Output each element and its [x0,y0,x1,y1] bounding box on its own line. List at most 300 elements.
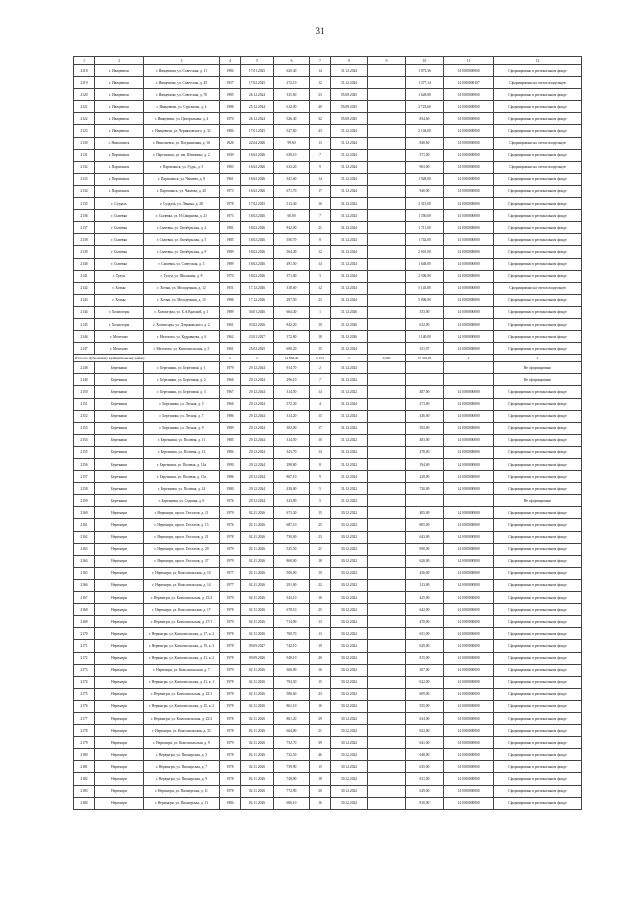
column-header-12: 12 [494,57,582,65]
empty-cell [368,652,406,664]
date-cell: 23.01.2027 [241,331,274,343]
apartments-cell: 13 [310,137,331,149]
empty-cell [368,737,406,749]
settlement-cell: Березники [95,495,144,507]
date-cell: 18.02.2026 [241,270,274,282]
subtotal-c4-cell: x [220,355,241,362]
account-code-cell: 14 1000000000 [444,173,494,185]
area-cell: 678,10 [274,604,310,616]
year-cell: 1979 [220,555,241,567]
amount-cell: 2 001,00 [406,246,444,258]
year-cell: 1979 [220,592,241,604]
area-cell: 700,70 [274,628,310,640]
row-number-cell: 2119 [74,77,95,89]
date-cell: 16.02.2026 [241,149,274,161]
settlement-cell: Березники [95,446,144,458]
empty-cell [368,294,406,306]
date-cell: 02.11.2026 [241,567,274,579]
deadline-cell: 31.12.2024 [331,161,368,173]
amount-cell: 470,00 [406,616,444,628]
apartments-cell: 7 [310,210,331,222]
address-cell: г. Нерюнгри, ул. Комсомольская, д. 17 [144,604,220,616]
apartments-cell: 23 [310,89,331,101]
apartments-cell: 14 [310,446,331,458]
area-cell: 612,00 [274,101,310,113]
account-code-cell: 14 1000000000 [444,398,494,410]
address-cell: г. Березники, ул. Садовая, д. 6 [144,495,220,507]
apartments-cell: 43 [310,125,331,137]
address-cell: г. Березники, ул. Лесная, д. 5 [144,398,220,410]
fund-type-cell: Сформировано в региональном фонде [494,592,582,604]
empty-cell [368,628,406,640]
date-cell: 02.11.2026 [241,543,274,555]
apartments-cell: 1 [310,306,331,318]
settlement-cell: Березники [95,434,144,446]
settlement-cell: Березники [95,362,144,374]
table-row [74,567,582,579]
table-row [74,89,582,101]
date-cell: 29.12.2024 [241,495,274,507]
row-number-cell: 2152 [74,410,95,422]
account-code-cell: 14 1000000000 [444,410,494,422]
area-cell: 525,50 [274,543,310,555]
year-cell: 1973 [220,185,241,197]
table-body [74,65,582,810]
settlement-cell: Нерюнгри [95,507,144,519]
fund-type-cell: Сформировано в региональном фонде [494,113,582,125]
settlement-cell: Нерюнгри [95,592,144,604]
deadline-cell: 05.08.2025 [331,89,368,101]
deadline-cell: 30.12.2022 [331,797,368,809]
area-cell: 861,10 [274,700,310,712]
account-code-cell: 14 1000000000 [444,664,494,676]
date-cell: 02.11.2026 [241,700,274,712]
apartments-cell: 43 [310,688,331,700]
amount-cell [406,362,444,374]
deadline-cell: 30.12.2022 [331,725,368,737]
year-cell: 1951 [220,282,241,294]
address-cell: г. Партизанск, ул. им. Шевченко, д. 2 [144,149,220,161]
apartments-cell: 21 [310,543,331,555]
table-row [74,77,582,89]
date-cell: 29.12.2024 [241,410,274,422]
address-cell: г. Ивацевичи, ул. Центральная, д. 4 [144,113,220,125]
settlement-cell: г. Холмогоры [95,318,144,330]
date-cell: 02.11.2026 [241,519,274,531]
empty-cell [368,555,406,567]
year-cell: 1984 [220,65,241,77]
year-cell: 1976 [220,519,241,531]
table-row [74,294,582,306]
year-cell: 1976 [220,495,241,507]
fund-type-cell: Сформировано в региональном фонде [494,471,582,483]
year-cell: 1989 [220,258,241,270]
settlement-cell: Нерюнгри [95,664,144,676]
table-row [74,700,582,712]
settlement-cell: г. Сычевка [95,234,144,246]
account-code-cell: 14 1000000000 [444,761,494,773]
settlement-cell: Березники [95,483,144,495]
empty-cell [368,398,406,410]
apartments-cell: 18 [310,331,331,343]
empty-cell [368,270,406,282]
year-cell: 1949 [220,149,241,161]
year-cell: 1978 [220,761,241,773]
apartments-cell: 5 [310,483,331,495]
deadline-cell: 30.12.2022 [331,664,368,676]
year-cell: 1989 [220,246,241,258]
settlement-cell: г. Хотын [95,294,144,306]
empty-cell [368,343,406,355]
fund-type-cell: Сформировано в региональном фонде [494,222,582,234]
address-cell: г. Нерюнгри, ул. Пионерская, д. 9 [144,773,220,785]
date-cell: 02.11.2026 [241,555,274,567]
deadline-cell: 31.12.2024 [331,65,368,77]
date-cell: 29.12.2024 [241,398,274,410]
account-code-cell: 14 1000000000 [444,258,494,270]
address-cell: г. Нерюнгри, ул. Комсомольская, д. 25/2 [144,712,220,724]
area-cell: 867,10 [274,471,310,483]
account-code-cell: 14 1000000000 [444,531,494,543]
account-code-cell: 14 1000000000 [444,434,494,446]
deadline-cell: 31.12.2024 [331,222,368,234]
settlement-cell: г. Ивацевичи [95,65,144,77]
row-number-cell: 2166 [74,579,95,591]
date-cell: 02.11.2026 [241,712,274,724]
area-cell: 335,60 [274,89,310,101]
fund-type-cell: Сформировано в региональном фонде [494,700,582,712]
amount-cell: 593,00 [406,422,444,434]
year-cell: 1978 [220,604,241,616]
settlement-cell: Нерюнгри [95,700,144,712]
empty-cell [368,785,406,797]
row-number-cell: 2172 [74,652,95,664]
address-cell: г. Нерюнгри, просп. Геологов, д. 11 [144,507,220,519]
deadline-cell: 31.12.2024 [331,398,368,410]
deadline-cell: 31.12.2026 [331,306,368,318]
deadline-cell: 31.12.2022 [331,446,368,458]
table-row [74,137,582,149]
year-cell: 1957 [220,77,241,89]
year-cell: 1986 [220,101,241,113]
area-cell: 842,20 [274,318,310,330]
table-row [74,785,582,797]
year-cell: 1978 [220,640,241,652]
deadline-cell: 31.12.2024 [331,210,368,222]
account-code-cell: 14 1000000000 [444,294,494,306]
row-number-cell: 2130 [74,137,95,149]
apartments-cell: 8 [310,459,331,471]
apartments-cell: 23 [310,531,331,543]
settlement-cell: г. Партизанск [95,173,144,185]
date-cell: 02.11.2026 [241,676,274,688]
area-cell: 296,10 [274,374,310,386]
table-row [74,331,582,343]
apartments-cell: 15 [310,343,331,355]
address-cell: г. Сычевка, ул. Октябрьская, д. 9 [144,246,220,258]
account-code-cell: 14 1000000000 [444,282,494,294]
empty-cell [368,234,406,246]
settlement-cell: Нерюнгри [95,773,144,785]
fund-type-cell: Сформировано в региональном фонде [494,567,582,579]
register-table-container [73,56,581,810]
account-code-cell: 14 1000000000 [444,604,494,616]
table-row [74,173,582,185]
address-cell: г. Николаевск, ул. Пограничная, д. 16 [144,137,220,149]
account-code-cell: 14 1000000000 [444,149,494,161]
column-header-3: 3 [144,57,220,65]
row-number-cell: 2123 [74,125,95,137]
area-cell: 314,50 [274,434,310,446]
account-code-cell: 14 1000000000 [444,543,494,555]
row-number-cell: 2139 [74,246,95,258]
address-cell: г. Березники, ул. Лесная, д. 7 [144,410,220,422]
deadline-cell: 30.12.2022 [331,652,368,664]
date-cell: 17.01.2025 [241,125,274,137]
amount-cell: 641,00 [406,737,444,749]
row-number-cell: 2171 [74,640,95,652]
empty-cell [368,374,406,386]
area-cell: 673,30 [274,507,310,519]
amount-cell: 2 315,00 [406,198,444,210]
amount-cell: 1 928,00 [406,173,444,185]
amount-cell: 405,00 [406,507,444,519]
address-cell: г. Березники, ул. Полевая, д. 13 [144,446,220,458]
deadline-cell: 30.12.2022 [331,700,368,712]
deadline-cell: 30.12.2022 [331,531,368,543]
amount-cell: 816,00 [406,797,444,809]
fund-type-cell: Сформировано в региональном фонде [494,519,582,531]
table-row [74,676,582,688]
amount-cell: 611,97 [406,343,444,355]
deadline-cell: 30.12.2022 [331,616,368,628]
deadline-cell: 31.12.2022 [331,422,368,434]
area-cell: 550,70 [274,234,310,246]
fund-type-cell: Сформировано в региональном фонде [494,101,582,113]
table-row [74,149,582,161]
date-cell: 02.11.2026 [241,761,274,773]
area-cell: 664,40 [274,306,310,318]
row-number-cell: 2183 [74,785,95,797]
table-row [74,459,582,471]
row-number-cell: 2163 [74,543,95,555]
amount-cell: 629,00 [406,785,444,797]
row-number-cell: 2156 [74,459,95,471]
column-header-9: 9 [368,57,406,65]
empty-cell [368,161,406,173]
deadline-cell: 30.12.2022 [331,785,368,797]
table-row [74,543,582,555]
deadline-cell: 30.12.2022 [331,737,368,749]
empty-cell [368,210,406,222]
year-cell: 1978 [220,773,241,785]
row-number-cell: 2120 [74,89,95,101]
date-cell: 16.02.2026 [241,185,274,197]
subtotal-label: Итого по Дубровскому муниципальному району [74,355,220,362]
area-cell: 752,70 [274,737,310,749]
empty-cell [368,676,406,688]
area-cell: 612,20 [274,161,310,173]
account-code-cell: 14 1000000000 [444,198,494,210]
empty-cell [368,101,406,113]
account-code-cell: 14 1000000000 [444,270,494,282]
empty-cell [368,543,406,555]
settlement-cell: г. Партизанск [95,185,144,197]
amount-cell: 228,00 [406,471,444,483]
apartments-cell: 16 [310,198,331,210]
fund-type-cell: Сформировано в региональном фонде [494,676,582,688]
fund-type-cell: Сформировано в региональном фонде [494,507,582,519]
column-number-row [74,57,582,65]
table-row [74,712,582,724]
fund-type-cell: Сформировано в региональном фонде [494,459,582,471]
date-cell: 22.04.2026 [241,137,274,149]
amount-cell: 555,00 [406,700,444,712]
year-cell: 1986 [220,294,241,306]
deadline-cell: 31.12.2024 [331,77,368,89]
apartments-cell: 12 [310,77,331,89]
fund-type-cell: Сформировано в региональном фонде [494,543,582,555]
amount-cell: 483,00 [406,434,444,446]
date-cell: 29.12.2024 [241,459,274,471]
deadline-cell: 31.12.2024 [331,343,368,355]
row-number-cell: 2136 [74,210,95,222]
area-cell: 527,60 [274,125,310,137]
deadline-cell: 31.12.2024 [331,185,368,197]
address-cell: г. Партизанск, ул. Гудзь, д. 5 [144,161,220,173]
address-cell: г. Нерюнгри, просп. Геологов, д. 21 [144,531,220,543]
account-code-cell: 14 1000000000 [444,640,494,652]
row-number-cell: 2141 [74,270,95,282]
settlement-cell: Нерюнгри [95,543,144,555]
row-number-cell: 2153 [74,422,95,434]
table-row [74,113,582,125]
settlement-cell: Нерюнгри [95,797,144,809]
table-row [74,386,582,398]
apartments-cell: 16 [310,700,331,712]
settlement-cell: Нерюнгри [95,785,144,797]
settlement-cell: г. Сычевка [95,222,144,234]
year-cell: 1970 [220,113,241,125]
row-number-cell: 2149 [74,374,95,386]
table-row [74,434,582,446]
account-code-cell: 14 1000000000 [444,65,494,77]
table-row [74,737,582,749]
table-row [74,628,582,640]
year-cell: 1978 [220,676,241,688]
empty-cell [368,749,406,761]
row-number-cell: 2157 [74,471,95,483]
table-row [74,531,582,543]
account-code-cell: 14 1000000000 [444,234,494,246]
address-cell: г. Сычевка, ул. Октябрьская, д. 5 [144,234,220,246]
year-cell: 1984 [220,797,241,809]
settlement-cell: г. Суздаль [95,198,144,210]
apartments-cell: 15 [310,410,331,422]
amount-cell: 307,00 [406,664,444,676]
amount-cell: 622,00 [406,676,444,688]
deadline-cell: 30.12.2022 [331,592,368,604]
fund-type-cell: Не сформировано [494,374,582,386]
year-cell: 1989 [220,306,241,318]
year-cell: 1967 [220,386,241,398]
apartments-cell: 13 [310,616,331,628]
address-cell: г. Березники, ул. Полевая, д. 24 [144,483,220,495]
row-number-cell: 2147 [74,343,95,355]
area-cell: 526,40 [274,113,310,125]
fund-type-cell: Сформировано в региональном фонде [494,688,582,700]
year-cell: 1984 [220,446,241,458]
date-cell: 29.12.2024 [241,422,274,434]
deadline-cell: 31.12.2024 [331,362,368,374]
fund-type-cell: Сформировано в региональном фонде [494,343,582,355]
deadline-cell: 30.12.2022 [331,579,368,591]
empty-cell [368,198,406,210]
column-header-7: 7 [310,57,331,65]
address-cell: г. Нерюнгри, ул. Пионерская, д. 3 [144,749,220,761]
date-cell: 30.01.2026 [241,306,274,318]
year-cell: 1978 [220,688,241,700]
address-cell: г. Нерюнгри, ул. Комсомольская, д. 23/1 [144,688,220,700]
row-number-cell: 2178 [74,725,95,737]
account-code-cell: 14 1000000000 [444,592,494,604]
table-row [74,410,582,422]
account-code-cell: 14 1000000000 [444,579,494,591]
table-row [74,688,582,700]
table-row [74,246,582,258]
deadline-cell: 30.12.2022 [331,628,368,640]
amount-cell: 963,00 [406,161,444,173]
table-row [74,507,582,519]
apartments-cell: 9 [310,471,331,483]
empty-cell [368,77,406,89]
deadline-cell: 31.12.2024 [331,173,368,185]
deadline-cell: 30.12.2022 [331,543,368,555]
column-header-1: 1 [74,57,95,65]
year-cell: 1978 [220,725,241,737]
empty-cell [368,446,406,458]
date-cell: 29.12.2024 [241,446,274,458]
year-cell: 1979 [220,543,241,555]
fund-type-cell: Сформировано в региональном фонде [494,628,582,640]
table-row [74,374,582,386]
address-cell: г. Ивацевичи, ул. Советская, д. 70 [144,89,220,101]
account-code-cell: 14 1000000000 [444,386,494,398]
empty-cell [368,604,406,616]
settlement-cell: г. Холмогоры [95,306,144,318]
deadline-cell: 31.12.2026 [331,318,368,330]
apartments-cell: 7 [310,374,331,386]
account-code-cell: 14 1000000000 [444,137,494,149]
table-row [74,343,582,355]
table-row [74,422,582,434]
account-code-cell: 14 1000000000 [444,222,494,234]
address-cell: г. Нерюнгри, ул. Комсомольская, д. 25, к. 2 [144,700,220,712]
fund-type-cell: Сформировано в региональном фонде [494,149,582,161]
account-code-cell: 14 1000000000 [444,422,494,434]
apartments-cell: 18 [310,555,331,567]
amount-cell: 487,00 [406,386,444,398]
address-cell: г. Хотын, ул. Молодежная, д. 12 [144,282,220,294]
apartments-cell: 15 [310,507,331,519]
settlement-cell: Нерюнгри [95,555,144,567]
table-row [74,652,582,664]
area-cell: 572,30 [274,398,310,410]
empty-cell [368,579,406,591]
settlement-cell: г. Ивацевичи [95,89,144,101]
amount-cell: 631,00 [406,628,444,640]
empty-cell [368,664,406,676]
